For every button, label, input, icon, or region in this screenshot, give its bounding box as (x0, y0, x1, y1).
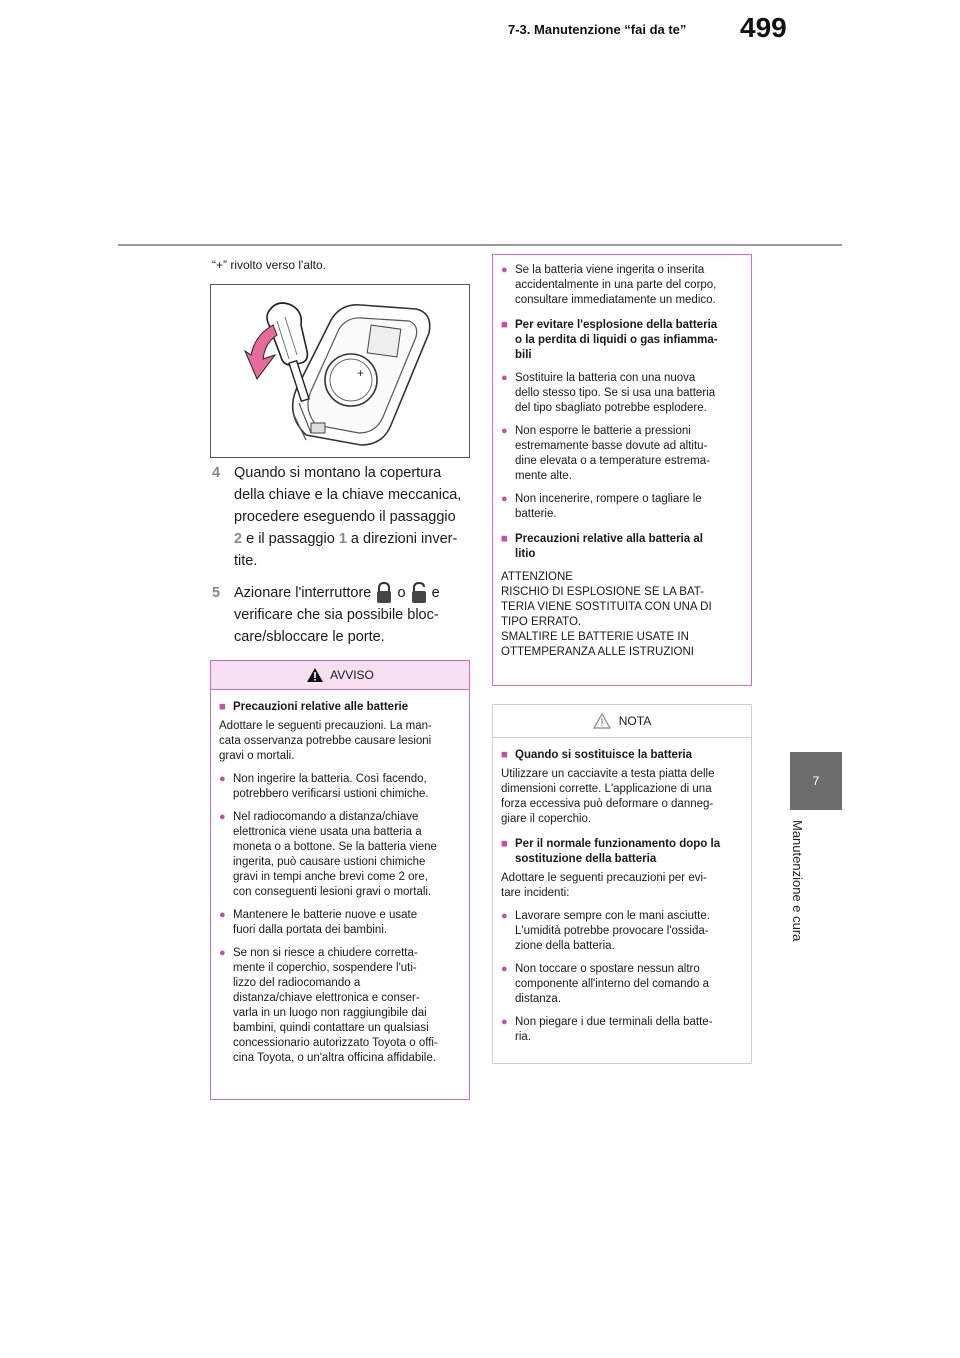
bullet-dot-icon: ● (219, 909, 226, 921)
heading-text: Precauzioni relative alla batteria al litio (515, 533, 703, 560)
bullet-dot-icon: ● (501, 264, 508, 276)
notice-title: NOTA (618, 714, 652, 728)
chapter-tab[interactable]: 7 (790, 752, 842, 810)
step-number: 4 (212, 465, 221, 481)
heading-text: Per evitare l'esplosione della batteria o la perdita di liquidi o gas infiamma- bili (515, 319, 718, 361)
bullet-text: Non esporre le batterie a pressioni estremamente basse dovute ad altitu- dine elevata o a temperature estrema- mente alte. (515, 425, 710, 482)
warning-heading-lithium (501, 532, 743, 562)
svg-text:+: + (357, 366, 365, 380)
chapter-label: Manutenzione e cura (790, 820, 805, 942)
step-4 (212, 462, 461, 572)
square-bullet-icon: ■ (501, 319, 508, 331)
notice-heading-replace (501, 748, 743, 763)
step-4-line-4 (212, 528, 461, 550)
bullet-dot-icon: ● (501, 372, 508, 384)
notice-paragraph: Adottare le seguenti precauzioni per evi- tare incidenti: (501, 872, 707, 899)
step-5-line-2: verificare che sia possibile bloc- (234, 607, 439, 624)
warning-bullet (219, 810, 461, 900)
warning-paragraph: Adottare le seguenti precauzioni. La man- cata osservanza potrebbe causare lesioni gravi o mortali. (219, 720, 432, 762)
warning-bullet (501, 263, 743, 308)
heading-text: Precauzioni relative alle batterie (233, 701, 409, 713)
step-5-or: o (397, 585, 406, 601)
warning-bullet (219, 946, 461, 1066)
notice-box (492, 704, 752, 1064)
step-ref-2: 2 (234, 531, 243, 547)
square-bullet-icon: ■ (501, 838, 508, 850)
warning-bullet (501, 424, 743, 484)
bullet-text: Non incenerire, rompere o tagliare le batterie. (515, 493, 702, 520)
warning-heading-batteries (219, 700, 461, 715)
bullet-dot-icon: ● (501, 963, 508, 975)
section-title: 7-3. Manutenzione “fai da te” (508, 22, 687, 37)
notice-bullet (501, 1015, 743, 1045)
bullet-text: Se la batteria viene ingerita o inserita accidentalmente in una parte del corpo, consultare immediatamente un medico. (515, 264, 717, 306)
square-bullet-icon: ■ (501, 749, 508, 761)
warning-bullet (219, 908, 461, 938)
bullet-text: Non toccare o spostare nessun altro componente all'interno del comando a distanza. (515, 963, 709, 1005)
square-bullet-icon: ■ (219, 701, 226, 713)
bullet-text: Mantenere le batterie nuove e usate fuori dalla portata dei bambini. (233, 909, 418, 936)
warning-triangle-icon (306, 667, 324, 683)
bullet-dot-icon: ● (219, 947, 226, 959)
heading-text: Per il normale funzionamento dopo la sostituzione della batteria (515, 838, 721, 865)
notice-triangle-icon (593, 713, 611, 729)
step-4-line-3: procedere eseguendo il passaggio (234, 509, 456, 525)
notice-paragraph: Utilizzare un cacciavite a testa piatta delle dimensioni corrette. L'applicazione di una forza eccessiva può deformare o danneg- giare il coperchio. (501, 768, 715, 825)
bullet-dot-icon: ● (501, 910, 508, 922)
step-5 (212, 582, 440, 648)
warning-header (211, 661, 469, 690)
notice-bullet (501, 909, 743, 954)
warning-box (210, 660, 470, 1100)
bullet-dot-icon: ● (219, 773, 226, 785)
unlock-icon (410, 582, 428, 604)
bullet-text: Se non si riesce a chiudere corretta- mente il coperchio, sospendere l'uti- lizzo del radiocomando a distanza/chiave elettronica e conser- varla in un luogo non raggiungibile dai bambini, quindi contattare un qualsiasi concessionario autorizzato Toyota o offi- cina Toyota, o un'altra officina affidabile. (233, 947, 438, 1064)
bullet-text: Non ingerire la batteria. Così facendo, potrebbero verificarsi ustioni chimiche. (233, 773, 429, 800)
bullet-text: Non piegare i due terminali della batte- ria. (515, 1016, 713, 1043)
header-divider (118, 244, 842, 246)
warning-title: AVVISO (330, 668, 374, 682)
warning-bullet (219, 772, 461, 802)
bullet-text: Lavorare sempre con le mani asciutte. L'umidità potrebbe provocare l'ossida- zione della batteria. (515, 910, 710, 952)
bullet-dot-icon: ● (501, 425, 508, 437)
lock-icon (375, 582, 393, 604)
step-4-line-5: tite. (234, 553, 258, 569)
step-4-tail: a direzioni inver- (346, 531, 458, 547)
square-bullet-icon: ■ (501, 533, 508, 545)
warning-bullet (501, 492, 743, 522)
bullet-text: Sostituire la batteria con una nuova dello stesso tipo. Se si usa una batteria del tipo sbagliato potrebbe esplodere. (515, 372, 716, 414)
page-number: 499 (740, 12, 787, 43)
caution-text: ATTENZIONE RISCHIO DI ESPLOSIONE SE LA BAT- TERIA VIENE SOSTITUITA CON UNA DI TIPO ERRATO. SMALTIRE LE BATTERIE USATE IN OTTEMPERANZA ALLE ISTRUZIONI (501, 571, 712, 658)
step-5-line-3: care/sbloccare le porte. (234, 629, 385, 646)
bullet-dot-icon: ● (219, 811, 226, 823)
step-ref-1: 1 (338, 531, 347, 547)
notice-header (493, 705, 751, 738)
bullet-dot-icon: ● (501, 493, 508, 505)
warning-bullet (501, 371, 743, 416)
step-5-e: e (431, 585, 440, 601)
bullet-dot-icon: ● (501, 1016, 508, 1028)
heading-text: Quando si sostituisce la batteria (515, 749, 693, 761)
warning-continuation-box (492, 254, 752, 686)
step-4-mid: e il passaggio (242, 531, 339, 547)
warning-heading-explosion (501, 318, 743, 363)
step-number: 5 (212, 585, 221, 601)
screwdriver-key-diagram (211, 285, 469, 457)
key-battery-illustration (210, 284, 470, 458)
intro-text: “+” rivolto verso l'alto. (212, 258, 326, 272)
step-5-line-1a: Azionare l'interruttore (234, 585, 372, 601)
bullet-text: Nel radiocomando a distanza/chiave elettronica viene usata una batteria a moneta o a bottone. Se la batteria viene ingerita, può causare ustioni chimiche gravi in tempi anche brevi come 2 ore, con conseguenti lesioni gravi o mortali. (233, 811, 437, 898)
step-4-line-2: della chiave e la chiave meccanica, (234, 487, 462, 503)
notice-heading-normal-operation (501, 837, 743, 867)
step-4-line-1: Quando si montano la copertura (234, 465, 442, 481)
notice-bullet (501, 962, 743, 1007)
